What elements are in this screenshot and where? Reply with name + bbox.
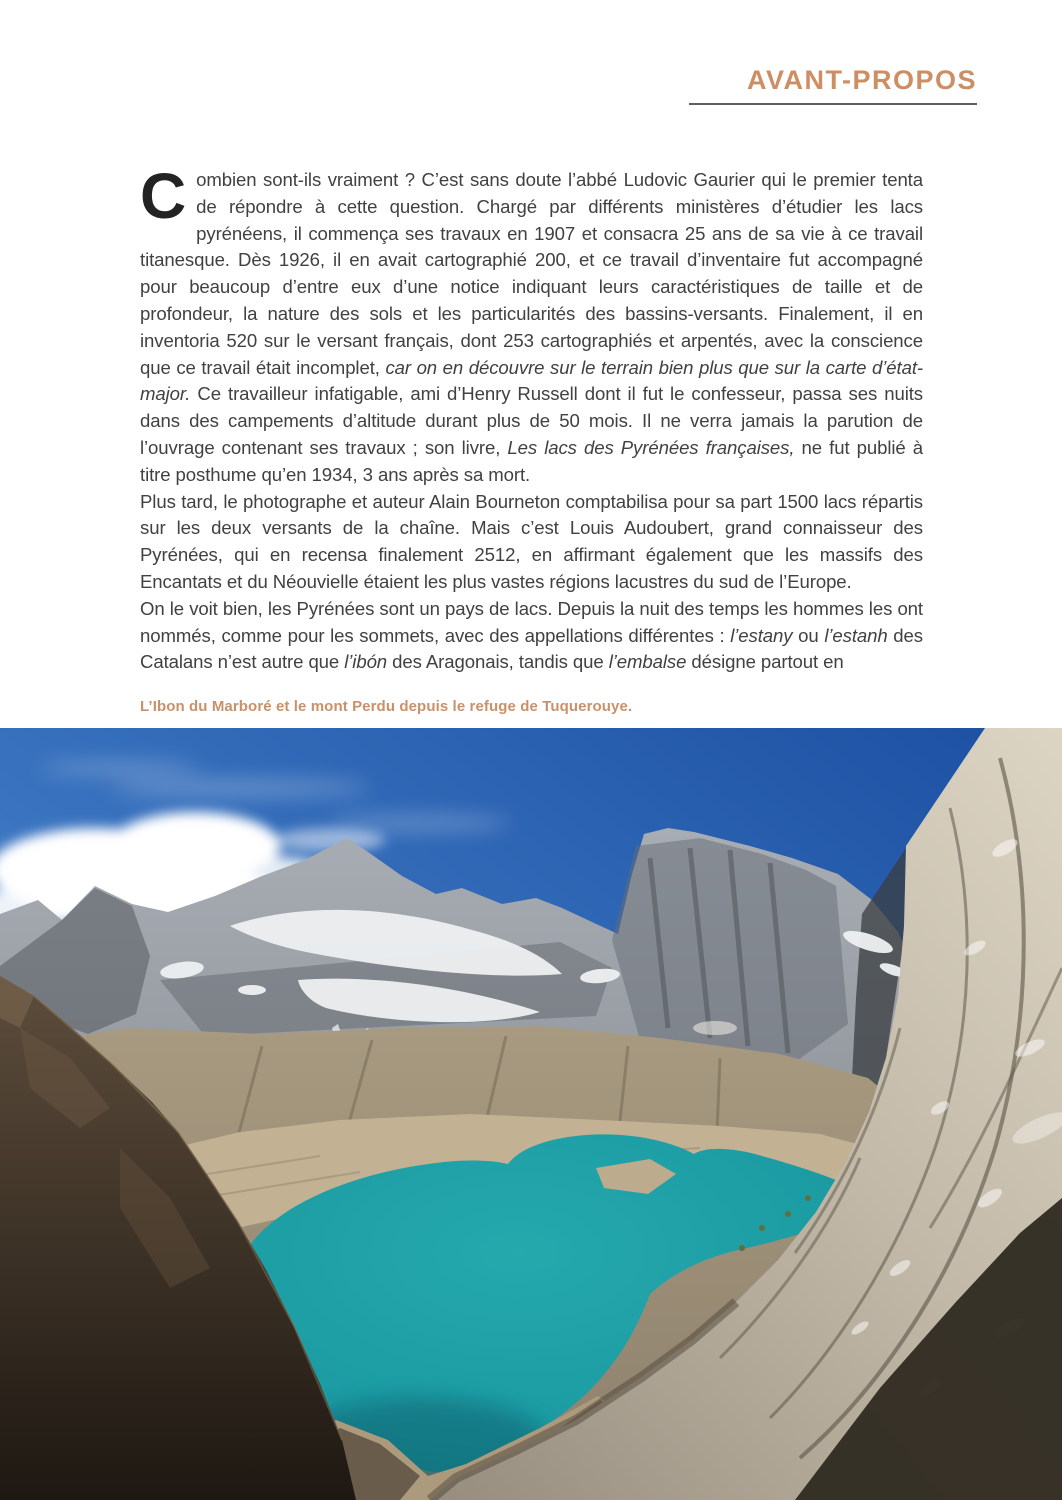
body-copy [140, 160, 923, 676]
body-paragraph: Plus tard, le photographe et auteur Alain Bourneton comptabilisa pour sa part 1500 lacs répartis sur les deux versants de la chaîne. Mais c’est Louis Audoubert, grand connaisseur des Pyrénées, qui en recensa finalement 2512, en affirmant également que les massifs des Encantats et du Néouvielle étaient les plus vastes régions lacustres du sud de l’Europe. [140, 490, 923, 592]
body-paragraph: On le voit bien, les Pyrénées sont un pays de lacs. Depuis la nuit des temps les hommes les ont nommés, comme pour les sommets, avec des appellations différentes : l’estany ou l’estanh des Catalans n’est autre que l’ibón des Aragonais, tandis que l’embalse désigne partout en [140, 597, 923, 673]
page-title: AVANT-PROPOS [746, 65, 977, 95]
mountain-lake-photo [0, 728, 1062, 1500]
title-rule [689, 103, 977, 105]
drop-cap: C [140, 160, 187, 232]
photo-illustration [0, 728, 1062, 1500]
photo-caption: L’Ibon du Marboré et le mont Perdu depuis le refuge de Tuquerouye. [140, 698, 633, 715]
body-paragraph: Combien sont-ils vraiment ? C’est sans doute l’abbé Ludovic Gaurier qui le premier tenta de répondre à cette question. Chargé par différents ministères d’étudier les lacs pyrénéens, il commença ses travaux en 1907 et consacra 25 ans de sa vie à ce travail titanesque. Dès 1926, il en avait cartographié 200, et ce travail d’inventaire fut accompagné pour beaucoup d’entre eux d’une notice indiquant leurs caractéristiques de taille et de profondeur, la nature des sols et les particularités des bassins-versants. Finalement, il en inventoria 520 sur le versant français, dont 253 cartographiés et arpentés, avec la conscience que ce travail était incomplet, car on en découvre sur le terrain bien plus que sur la carte d’état-major. Ce travailleur infatigable, ami d’Henry Russell dont il fut le confesseur, passa ses nuits dans des campements d’altitude durant plus de 50 mois. Il ne verra jamais la parution de l’ouvrage contenant ses travaux ; son livre, Les lacs des Pyrénées françaises, ne fut publié à titre posthume qu’en 1934, 3 ans après sa mort. [140, 160, 923, 485]
masthead [689, 66, 977, 105]
